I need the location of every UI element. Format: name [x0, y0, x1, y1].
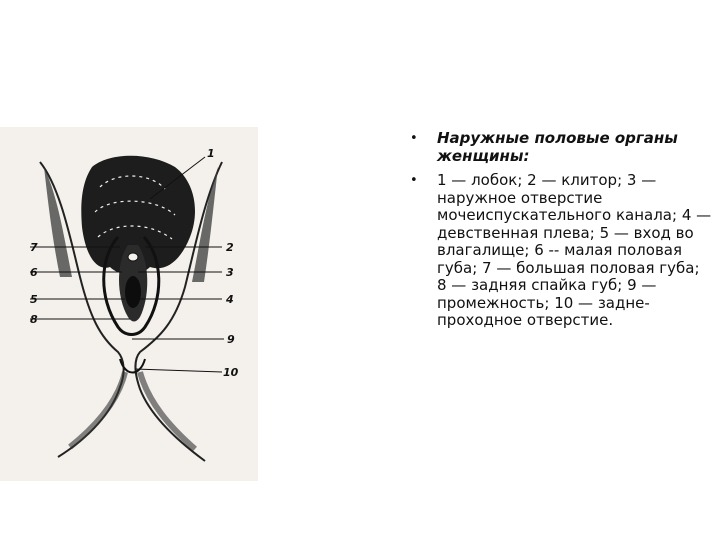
callout-4: 4: [226, 293, 234, 306]
callout-8: 8: [30, 313, 38, 326]
callout-6: 6: [30, 266, 38, 279]
callout-7: 7: [30, 241, 38, 254]
slide-text-body: [408, 130, 713, 337]
slide-heading: Наружные половые органы женщины:: [437, 129, 678, 165]
callout-2: 2: [226, 241, 234, 254]
bullet-list: [408, 130, 713, 330]
anatomy-drawing: [0, 127, 258, 481]
callout-3: 3: [226, 266, 234, 279]
bullet-dot-icon: •: [410, 173, 418, 188]
callout-5: 5: [30, 293, 38, 306]
legend-description: 1 — лобок; 2 — клитор; 3 — наружное отверстие мочеиспускательного канала; 4 — девственная плева; 5 — вход во влагалище; 6 -- малая половая губа; 7 — большая половая губа; 8 — задняя спайка губ; 9 — промежность; 10 — задне-проходное отверстие.: [437, 171, 712, 329]
anatomy-figure: [0, 127, 258, 481]
callout-1: 1: [207, 147, 215, 160]
bullet-dot-icon: •: [410, 131, 418, 146]
bullet-heading: [408, 130, 713, 165]
callout-9: 9: [227, 333, 235, 346]
bullet-description: [408, 172, 713, 330]
callout-10: 10: [223, 366, 239, 379]
